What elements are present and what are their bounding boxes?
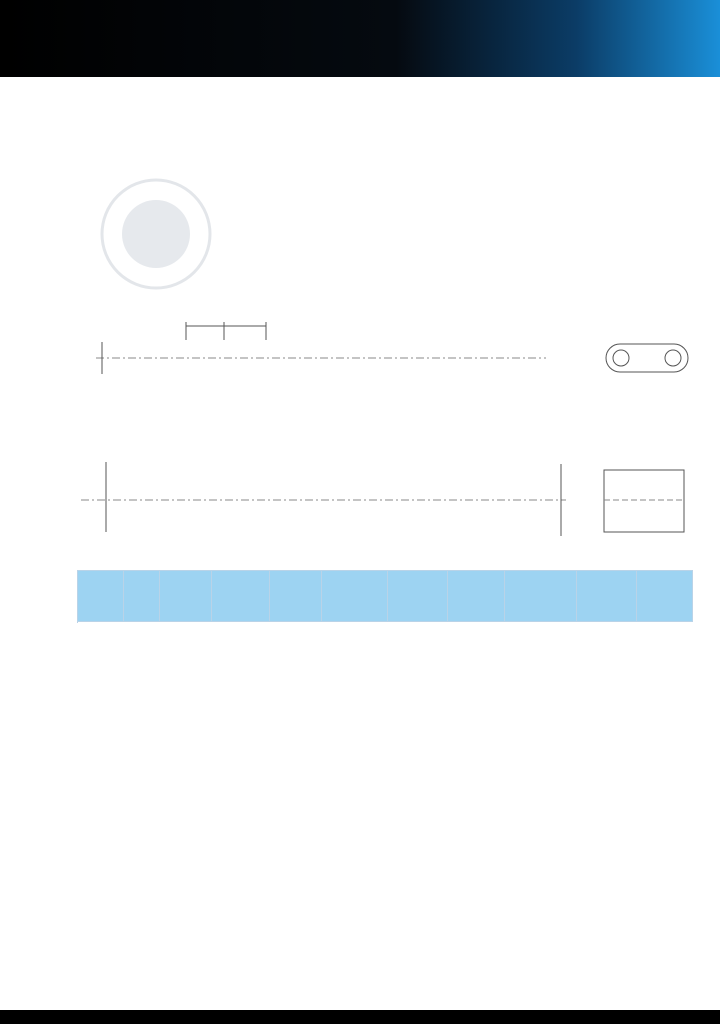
header-inner-plate-depth	[388, 571, 448, 622]
header-weight	[637, 571, 693, 622]
header-roller-diameter	[160, 571, 212, 622]
top-banner	[0, 0, 720, 77]
chain-technical-drawing	[76, 300, 696, 555]
brand-logo	[100, 178, 212, 290]
header-ultimate-strength	[505, 571, 577, 622]
header-inner-width	[212, 571, 270, 622]
header-average-strength	[577, 571, 637, 622]
header-pin-length	[322, 571, 388, 622]
chain-data-table	[77, 570, 692, 622]
header-pitch	[124, 571, 160, 622]
bottom-banner	[0, 1010, 720, 1024]
header-pin-diameter	[270, 571, 322, 622]
header-transverse-pitch	[448, 571, 505, 622]
header-chain-no	[78, 571, 124, 622]
